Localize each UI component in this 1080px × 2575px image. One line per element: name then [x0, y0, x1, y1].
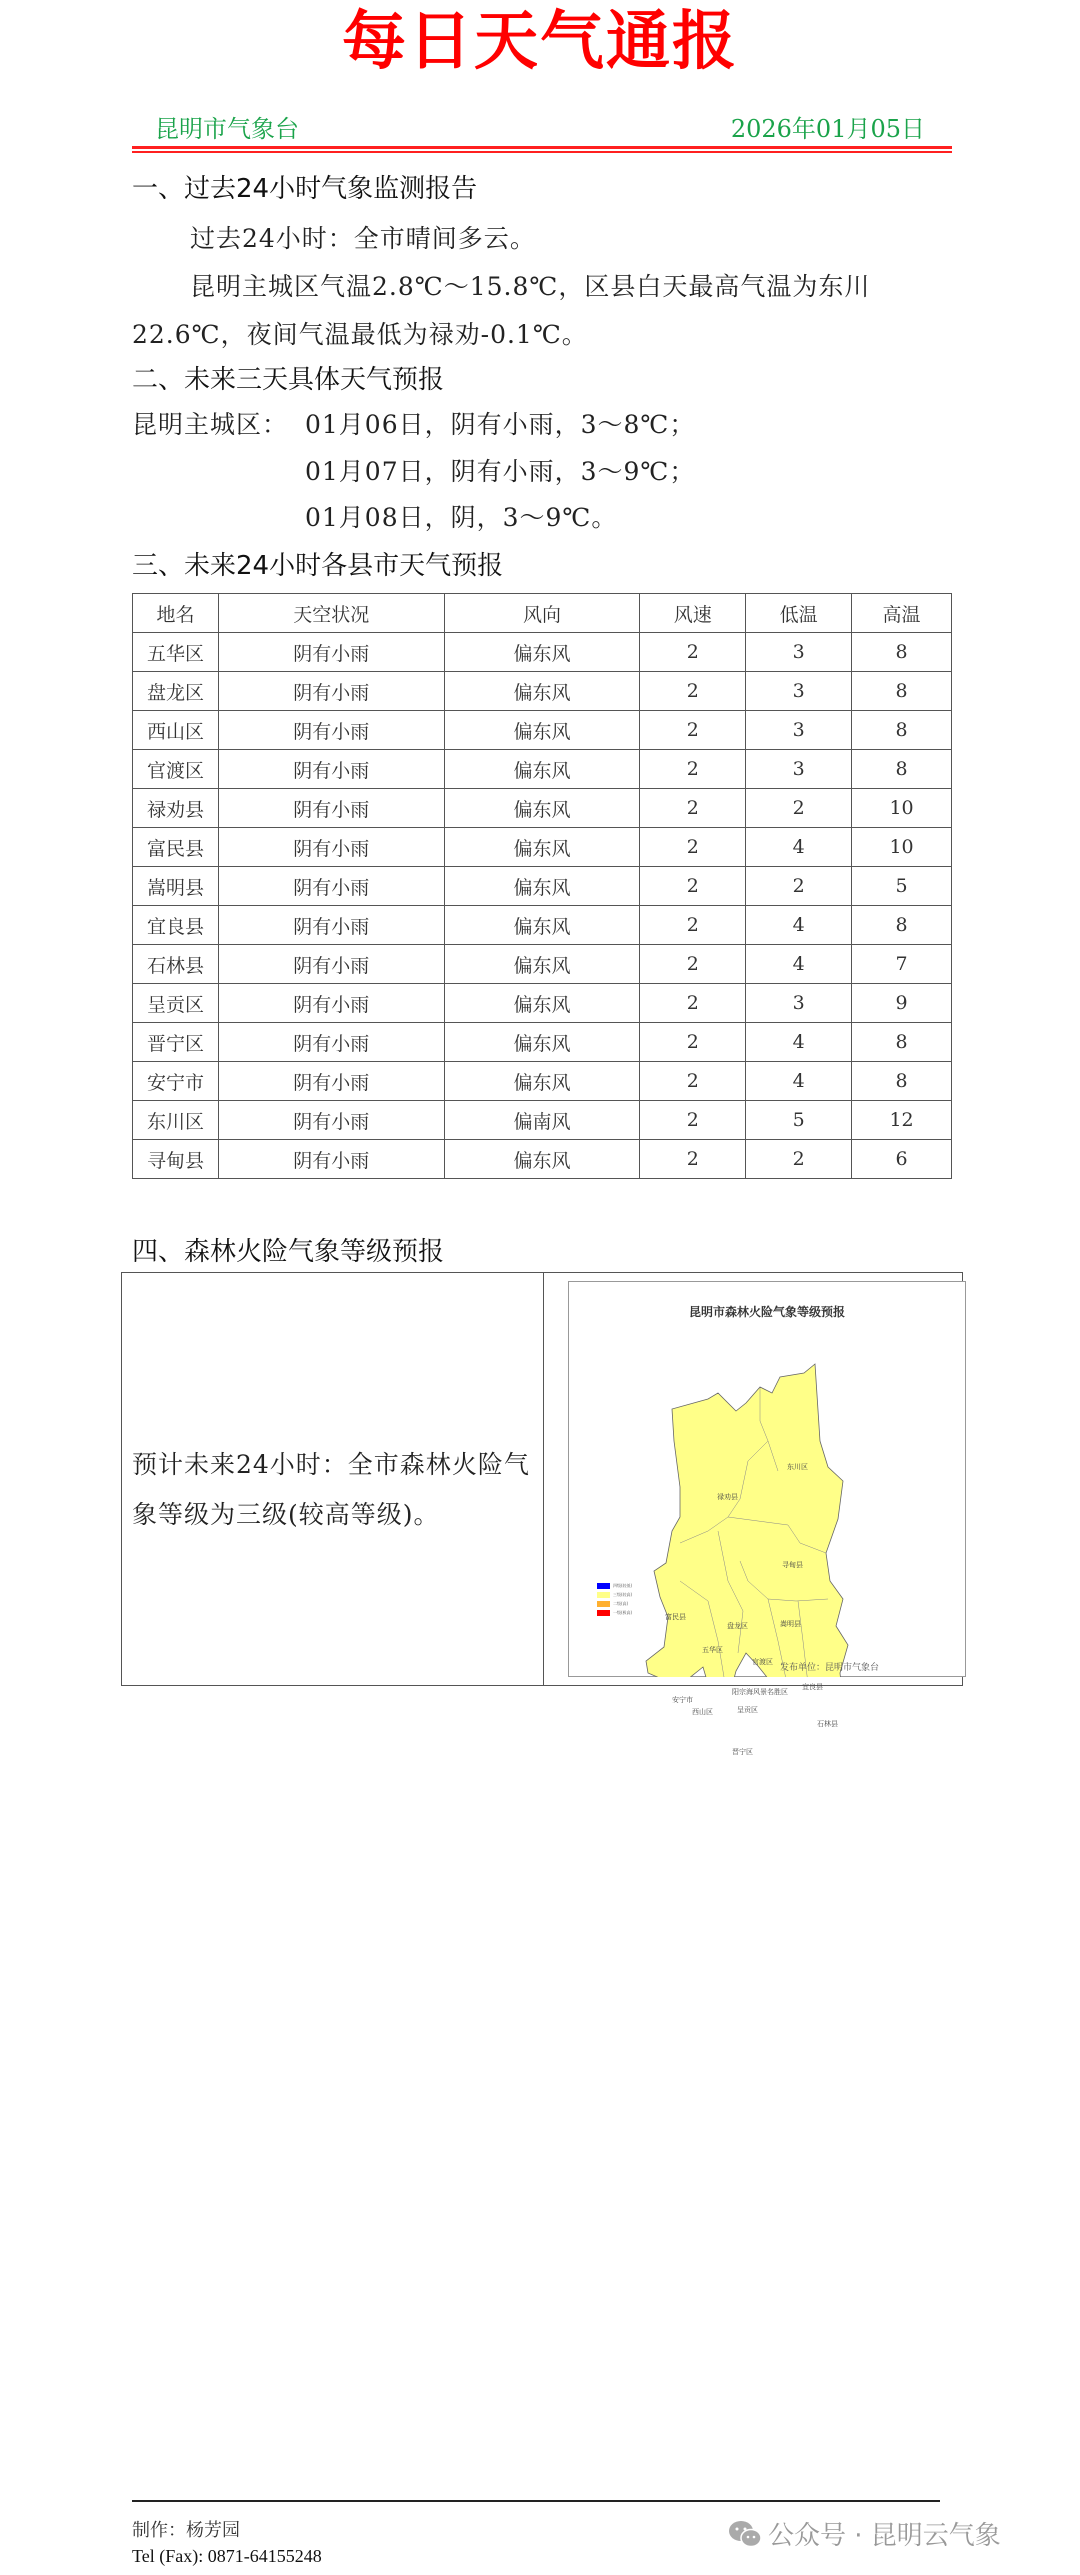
footer-divider [132, 2500, 940, 2502]
cell-low-temp: 3 [746, 750, 852, 789]
table-row [133, 633, 952, 672]
table-row [133, 867, 952, 906]
section1-line2: 昆明主城区气温2.8℃～15.8℃，区县白天最高气温为东川 [190, 272, 871, 301]
table-row [133, 1101, 952, 1140]
cell-sky: 阴有小雨 [218, 1140, 444, 1179]
report-date: 2026年01月05日 [730, 115, 925, 143]
map-district-label: 安宁市 [672, 1696, 693, 1704]
cell-sky: 阴有小雨 [218, 945, 444, 984]
cell-wind-direction: 偏东风 [444, 750, 640, 789]
map-svg [568, 1281, 966, 1677]
cell-sky: 阴有小雨 [218, 633, 444, 672]
cell-high-temp: 7 [852, 945, 952, 984]
map-district-label: 阳宗海风景名胜区 [732, 1688, 788, 1696]
cell-location: 禄劝县 [133, 789, 219, 828]
cell-sky: 阴有小雨 [218, 1023, 444, 1062]
map-district-label: 石林县 [817, 1720, 838, 1728]
forecast-day-2: 01月07日，阴有小雨，3～9℃； [305, 457, 696, 486]
map-district-label: 东川区 [787, 1463, 808, 1471]
cell-low-temp: 4 [746, 1062, 852, 1101]
cell-wind-speed: 2 [640, 867, 746, 906]
section1-heading: 一、过去24小时气象监测报告 [132, 174, 478, 204]
cell-location: 寻甸县 [133, 1140, 219, 1179]
header-divider [132, 146, 952, 153]
table-row [133, 1140, 952, 1179]
cell-sky: 阴有小雨 [218, 1101, 444, 1140]
cell-sky: 阴有小雨 [218, 906, 444, 945]
cell-high-temp: 10 [852, 828, 952, 867]
wechat-watermark [728, 2515, 1001, 2552]
col-header-wind-speed: 风速 [640, 594, 746, 633]
section4-heading: 四、森林火险气象等级预报 [132, 1237, 445, 1267]
contact-phone: Tel (Fax): 0871-64155248 [132, 2546, 322, 2566]
table-row [133, 789, 952, 828]
map-district-label: 嵩明县 [780, 1620, 801, 1628]
cell-location: 宜良县 [133, 906, 219, 945]
cell-location: 呈贡区 [133, 984, 219, 1023]
cell-low-temp: 2 [746, 1140, 852, 1179]
cell-high-temp: 8 [852, 711, 952, 750]
cell-sky: 阴有小雨 [218, 828, 444, 867]
cell-high-temp: 9 [852, 984, 952, 1023]
cell-location: 盘龙区 [133, 672, 219, 711]
section3-heading: 三、未来24小时各县市天气预报 [132, 551, 504, 581]
cell-sky: 阴有小雨 [218, 867, 444, 906]
cell-location: 石林县 [133, 945, 219, 984]
legend-swatch [597, 1583, 610, 1589]
section2-heading: 二、未来三天具体天气预报 [132, 365, 445, 395]
cell-wind-direction: 偏东风 [444, 633, 640, 672]
cell-location: 东川区 [133, 1101, 219, 1140]
col-header-high-temp: 高温 [852, 594, 952, 633]
cell-wind-direction: 偏东风 [444, 828, 640, 867]
wechat-icon [728, 2519, 762, 2549]
map-credit: 发布单位：昆明市气象台 [780, 1663, 880, 1673]
cell-wind-speed: 2 [640, 984, 746, 1023]
cell-wind-speed: 2 [640, 1140, 746, 1179]
cell-wind-speed: 2 [640, 1062, 746, 1101]
map-district-label: 富民县 [665, 1613, 686, 1621]
table-header-row [133, 594, 952, 633]
cell-location: 晋宁区 [133, 1023, 219, 1062]
legend-swatch [597, 1610, 610, 1616]
map-district-label: 晋宁区 [732, 1748, 753, 1756]
fire-risk-text: 预计未来24小时：全市森林火险气象等级为三级(较高等级)。 [132, 1450, 530, 1529]
cell-wind-speed: 2 [640, 906, 746, 945]
cell-wind-speed: 2 [640, 1101, 746, 1140]
legend-label: 二级(高) [613, 1601, 629, 1606]
col-header-wind-direction: 风向 [444, 594, 640, 633]
cell-sky: 阴有小雨 [218, 711, 444, 750]
cell-location: 五华区 [133, 633, 219, 672]
legend-label: 四级(较低) [613, 1583, 633, 1588]
table-row [133, 1023, 952, 1062]
cell-high-temp: 8 [852, 633, 952, 672]
cell-sky: 阴有小雨 [218, 1062, 444, 1101]
table-row [133, 828, 952, 867]
fire-risk-divider [543, 1272, 544, 1686]
cell-low-temp: 2 [746, 789, 852, 828]
map-district-label: 呈贡区 [737, 1706, 758, 1714]
table-row [133, 750, 952, 789]
cell-wind-speed: 2 [640, 672, 746, 711]
col-header-location: 地名 [133, 594, 219, 633]
wechat-account-label: 公众号 · 昆明云气象 [768, 2521, 1001, 2551]
map-district-label: 盘龙区 [727, 1622, 748, 1630]
cell-wind-direction: 偏东风 [444, 1062, 640, 1101]
cell-wind-speed: 2 [640, 789, 746, 828]
cell-wind-speed: 2 [640, 633, 746, 672]
cell-low-temp: 3 [746, 672, 852, 711]
cell-high-temp: 12 [852, 1101, 952, 1140]
legend-swatch [597, 1601, 610, 1607]
cell-low-temp: 4 [746, 1023, 852, 1062]
cell-high-temp: 5 [852, 867, 952, 906]
cell-wind-direction: 偏东风 [444, 867, 640, 906]
area-label: 昆明主城区： [132, 410, 289, 439]
legend-label: 一级(极高) [613, 1610, 633, 1615]
col-header-sky: 天空状况 [218, 594, 444, 633]
cell-high-temp: 8 [852, 672, 952, 711]
table-row [133, 1062, 952, 1101]
cell-wind-speed: 2 [640, 1023, 746, 1062]
cell-high-temp: 8 [852, 750, 952, 789]
cell-wind-speed: 2 [640, 828, 746, 867]
cell-high-temp: 8 [852, 1023, 952, 1062]
cell-wind-direction: 偏东风 [444, 1140, 640, 1179]
producer-name: 制作：杨芳园 [132, 2520, 240, 2541]
organization-name: 昆明市气象台 [155, 115, 299, 143]
cell-location: 安宁市 [133, 1062, 219, 1101]
cell-high-temp: 10 [852, 789, 952, 828]
section1-line3: 22.6℃，夜间气温最低为禄劝-0.1℃。 [132, 320, 588, 349]
legend-label: 三级(较高) [613, 1592, 633, 1597]
table-row [133, 945, 952, 984]
cell-wind-direction: 偏东风 [444, 984, 640, 1023]
cell-wind-direction: 偏东风 [444, 711, 640, 750]
cell-location: 嵩明县 [133, 867, 219, 906]
cell-low-temp: 3 [746, 711, 852, 750]
cell-low-temp: 5 [746, 1101, 852, 1140]
table-row [133, 984, 952, 1023]
cell-low-temp: 3 [746, 984, 852, 1023]
map-district-label: 官渡区 [752, 1658, 773, 1666]
cell-low-temp: 4 [746, 828, 852, 867]
cell-high-temp: 8 [852, 1062, 952, 1101]
cell-sky: 阴有小雨 [218, 672, 444, 711]
table-row [133, 906, 952, 945]
map-district-label: 宜良县 [802, 1683, 823, 1691]
cell-location: 西山区 [133, 711, 219, 750]
cell-wind-direction: 偏东风 [444, 672, 640, 711]
table-row [133, 711, 952, 750]
section1-line1: 过去24小时：全市晴间多云。 [190, 224, 536, 253]
cell-wind-speed: 2 [640, 945, 746, 984]
legend-swatch [597, 1592, 610, 1598]
cell-sky: 阴有小雨 [218, 789, 444, 828]
col-header-low-temp: 低温 [746, 594, 852, 633]
cell-wind-speed: 2 [640, 711, 746, 750]
map-district-label: 五华区 [702, 1646, 723, 1654]
report-title: 每日天气通报 [342, 4, 738, 79]
map-district-label: 西山区 [692, 1708, 713, 1716]
cell-high-temp: 8 [852, 906, 952, 945]
cell-wind-direction: 偏东风 [444, 1023, 640, 1062]
cell-wind-direction: 偏东风 [444, 789, 640, 828]
forecast-day-1: 01月06日，阴有小雨，3～8℃； [305, 410, 696, 439]
cell-low-temp: 4 [746, 945, 852, 984]
cell-low-temp: 3 [746, 633, 852, 672]
cell-wind-direction: 偏南风 [444, 1101, 640, 1140]
map-district-label: 寻甸县 [782, 1561, 803, 1569]
map-district-label: 禄劝县 [717, 1493, 738, 1501]
forecast-day-3: 01月08日，阴，3～9℃。 [305, 503, 618, 532]
cell-wind-direction: 偏东风 [444, 945, 640, 984]
cell-sky: 阴有小雨 [218, 750, 444, 789]
cell-location: 富民县 [133, 828, 219, 867]
cell-high-temp: 6 [852, 1140, 952, 1179]
cell-wind-speed: 2 [640, 750, 746, 789]
table-row [133, 672, 952, 711]
cell-sky: 阴有小雨 [218, 984, 444, 1023]
cell-location: 官渡区 [133, 750, 219, 789]
cell-low-temp: 4 [746, 906, 852, 945]
map-title: 昆明市森林火险气象等级预报 [688, 1305, 845, 1319]
cell-wind-direction: 偏东风 [444, 906, 640, 945]
cell-low-temp: 2 [746, 867, 852, 906]
county-forecast-table [132, 593, 952, 1179]
